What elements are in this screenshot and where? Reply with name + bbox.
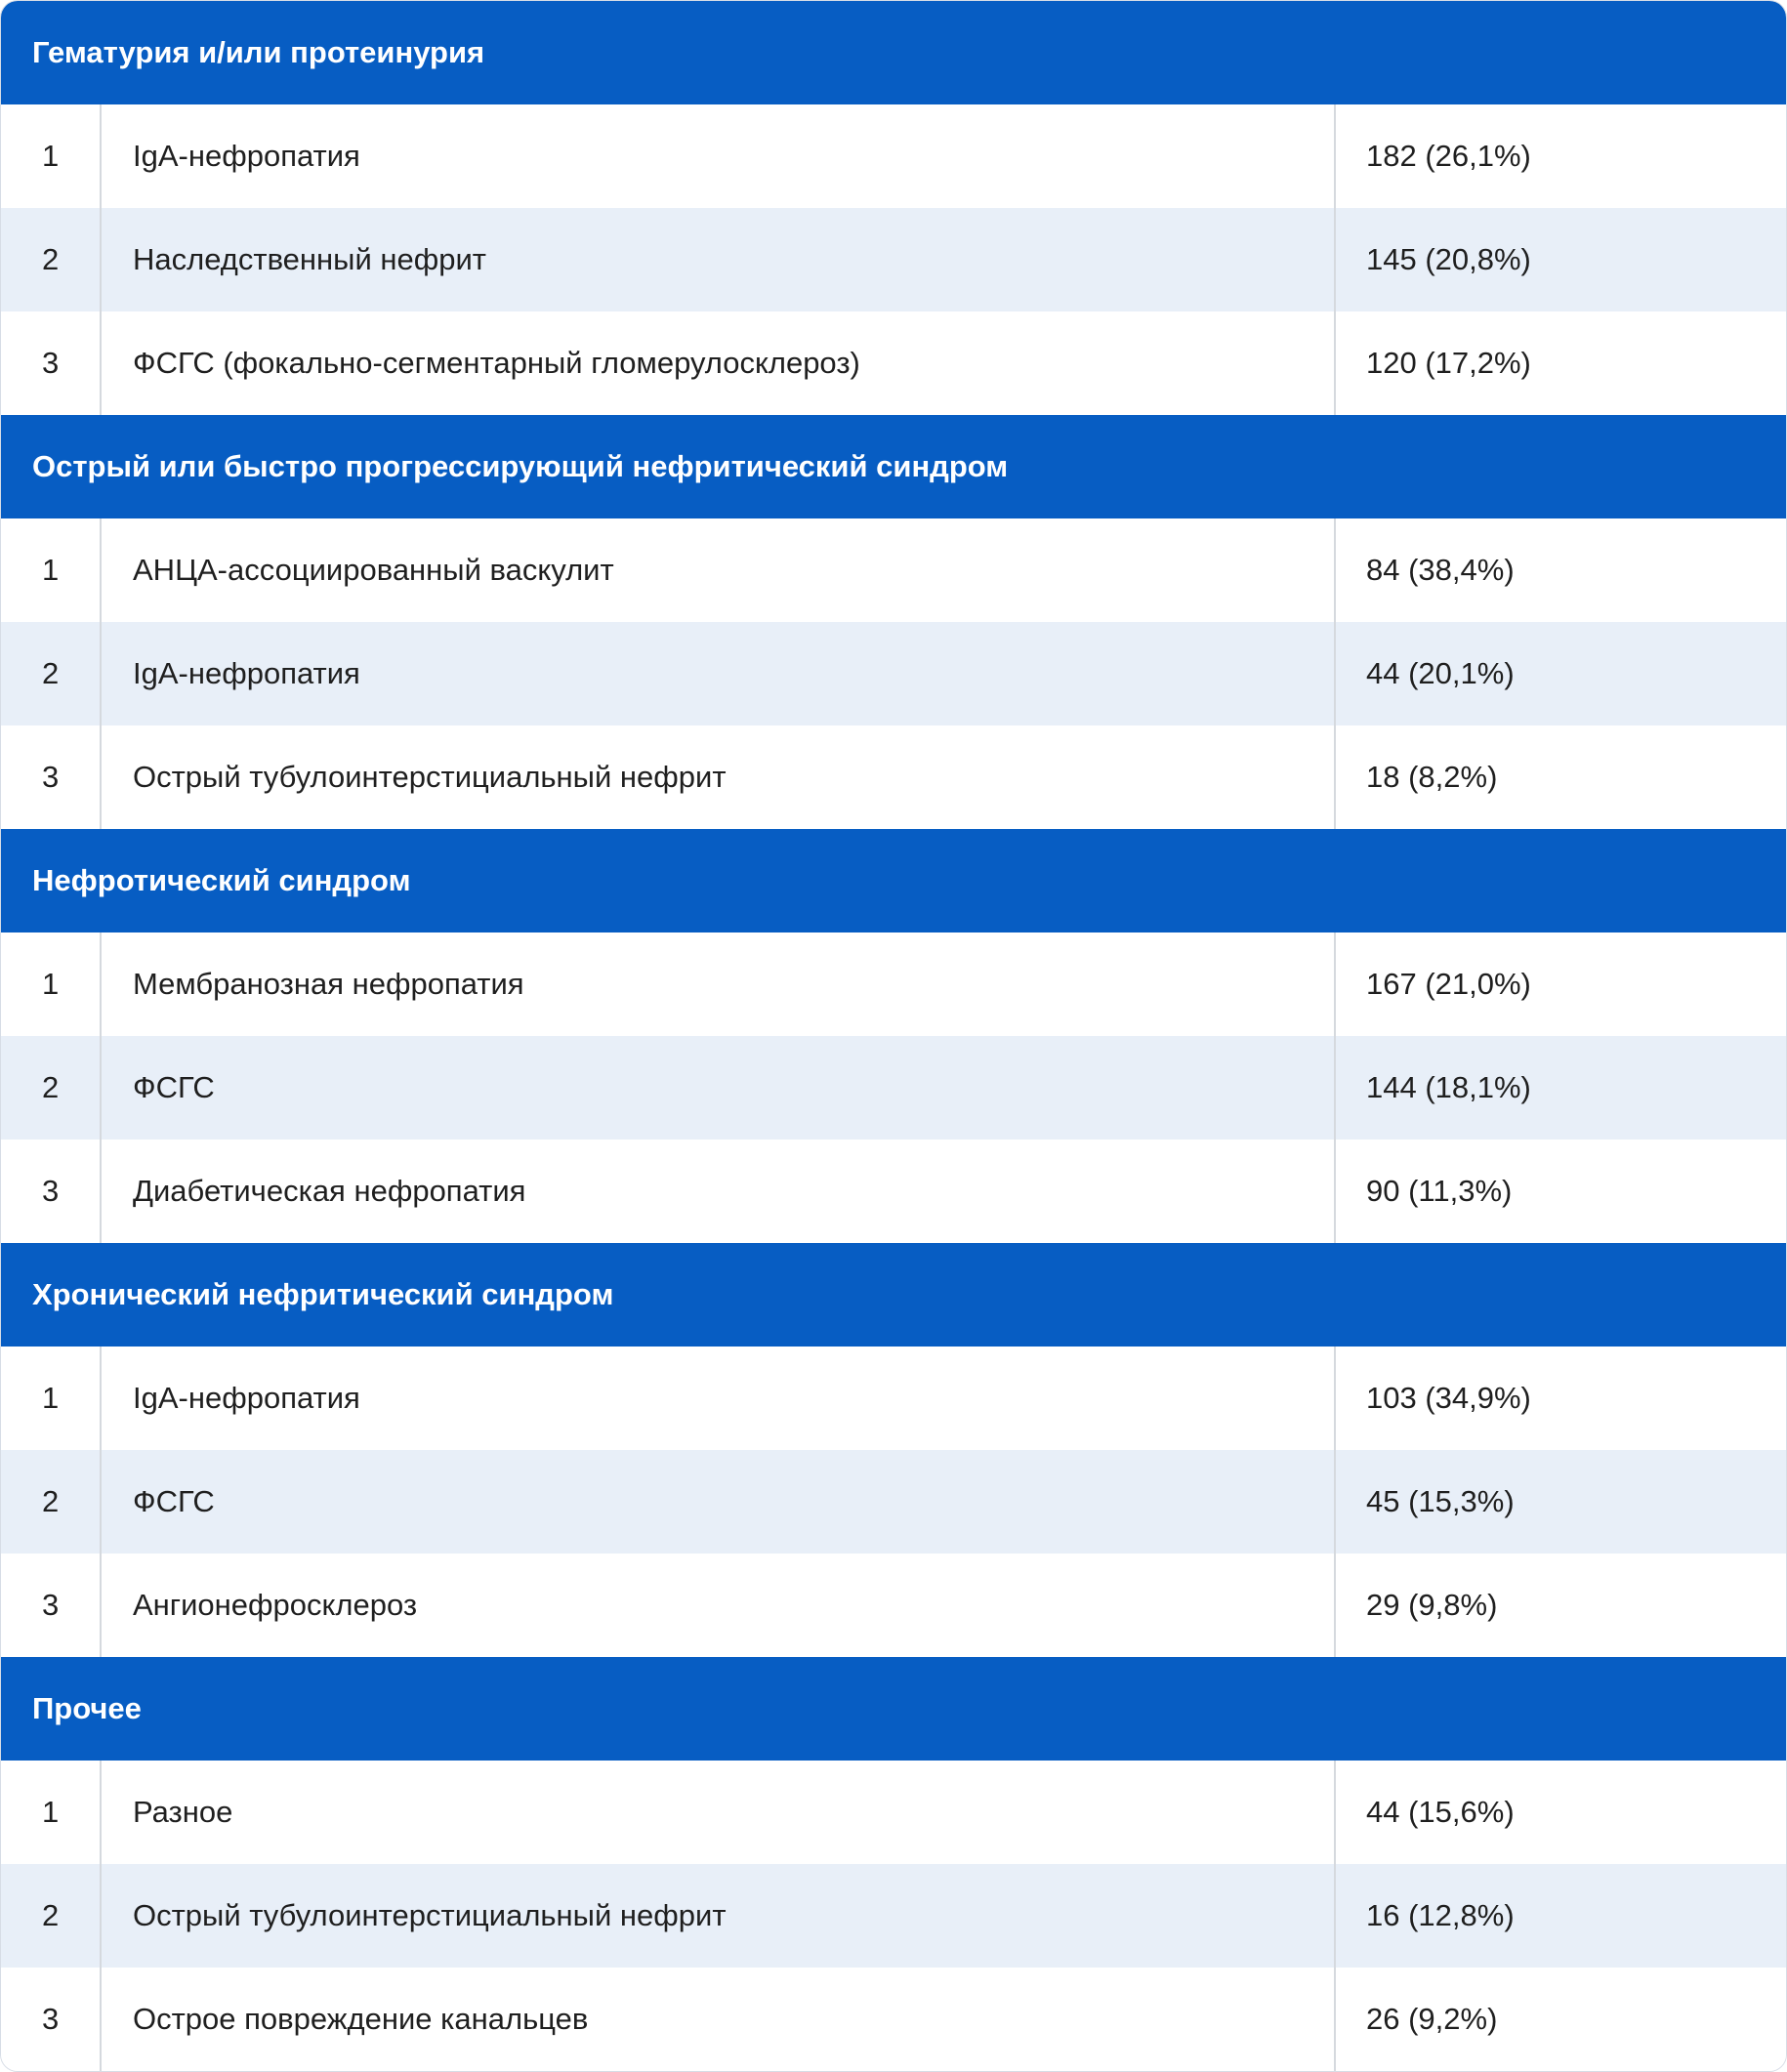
row-number: 1	[1, 518, 102, 622]
diagnosis-count: 103 (34,9%)	[1366, 1381, 1531, 1415]
section-header: Хронический нефритический синдром	[1, 1243, 1786, 1347]
section-header: Прочее	[1, 1657, 1786, 1761]
diagnosis-name: IgA-нефропатия	[102, 622, 1336, 725]
table-row	[1, 1761, 1786, 1864]
diagnosis-name: IgA-нефропатия	[102, 104, 1336, 208]
diagnosis-name: Диабетическая нефропатия	[102, 1140, 1336, 1243]
row-number: 1	[1, 104, 102, 208]
row-number: 3	[1, 1140, 102, 1243]
diagnosis-name: Острый тубулоинтерстициальный нефрит	[102, 725, 1336, 829]
diagnosis-count: 120 (17,2%)	[1366, 346, 1531, 380]
diagnosis-count: 29 (9,8%)	[1366, 1588, 1498, 1622]
diagnosis-name: Ангионефросклероз	[102, 1554, 1336, 1657]
row-number: 1	[1, 1347, 102, 1450]
row-number: 3	[1, 1554, 102, 1657]
diagnosis-name: ФСГС	[102, 1036, 1336, 1140]
row-number: 3	[1, 725, 102, 829]
diagnosis-name: Мембранозная нефропатия	[102, 932, 1336, 1036]
diagnosis-name: Наследственный нефрит	[102, 208, 1336, 311]
table-row	[1, 1554, 1786, 1657]
row-number: 2	[1, 1036, 102, 1140]
table-row	[1, 104, 1786, 208]
row-number: 1	[1, 932, 102, 1036]
diagnosis-count: 18 (8,2%)	[1366, 760, 1498, 794]
diagnosis-count: 144 (18,1%)	[1366, 1070, 1531, 1104]
diagnosis-name: ФСГС (фокально-сегментарный гломерулосклероз)	[102, 311, 1336, 415]
table-row	[1, 1864, 1786, 1968]
diagnosis-count: 182 (26,1%)	[1366, 139, 1531, 173]
diagnosis-name: Разное	[102, 1761, 1336, 1864]
table-row	[1, 1450, 1786, 1554]
section-header: Гематурия и/или протеинурия	[1, 1, 1786, 104]
diagnosis-count: 26 (9,2%)	[1366, 2002, 1498, 2036]
section-header: Острый или быстро прогрессирующий нефритический синдром	[1, 415, 1786, 518]
row-number: 3	[1, 1968, 102, 2071]
diagnosis-count: 44 (15,6%)	[1366, 1795, 1515, 1829]
table-row	[1, 622, 1786, 725]
row-number: 2	[1, 208, 102, 311]
diagnosis-count: 44 (20,1%)	[1366, 656, 1515, 690]
table-row	[1, 725, 1786, 829]
table-row	[1, 1036, 1786, 1140]
diagnosis-name: Острое повреждение канальцев	[102, 1968, 1336, 2071]
diagnosis-count: 167 (21,0%)	[1366, 967, 1531, 1001]
diagnosis-count: 16 (12,8%)	[1366, 1898, 1515, 1932]
diagnosis-name: IgA-нефропатия	[102, 1347, 1336, 1450]
row-number: 2	[1, 622, 102, 725]
row-number: 1	[1, 1761, 102, 1864]
diagnosis-count: 145 (20,8%)	[1366, 242, 1531, 276]
row-number: 3	[1, 311, 102, 415]
diagnosis-count: 45 (15,3%)	[1366, 1484, 1515, 1518]
diagnosis-name: ФСГС	[102, 1450, 1336, 1554]
table-row	[1, 1140, 1786, 1243]
section-header: Нефротический синдром	[1, 829, 1786, 932]
table-row	[1, 1347, 1786, 1450]
table-row	[1, 518, 1786, 622]
table-row	[1, 208, 1786, 311]
diagnosis-count: 90 (11,3%)	[1366, 1174, 1513, 1208]
row-number: 2	[1, 1864, 102, 1968]
diagnosis-name: АНЦА-ассоциированный васкулит	[102, 518, 1336, 622]
table-row	[1, 311, 1786, 415]
diagnosis-name: Острый тубулоинтерстициальный нефрит	[102, 1864, 1336, 1968]
row-number: 2	[1, 1450, 102, 1554]
diagnosis-count: 84 (38,4%)	[1366, 553, 1515, 587]
table-row	[1, 1968, 1786, 2071]
table-row	[1, 932, 1786, 1036]
